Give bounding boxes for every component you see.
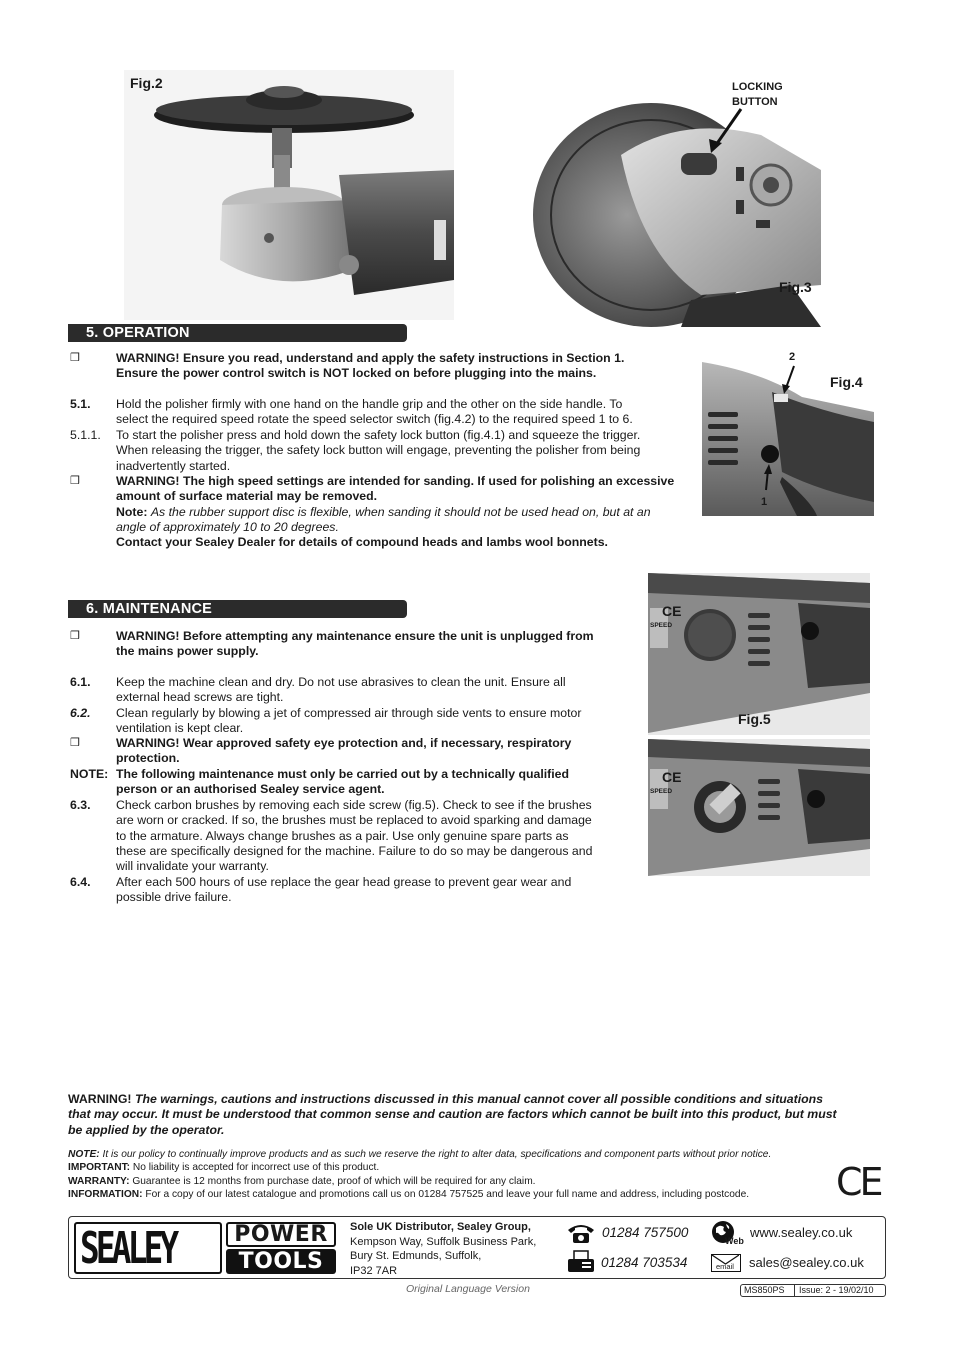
issue-number: Issue: 2 - 19/02/10 (799, 1285, 874, 1295)
email-address[interactable]: sales@sealey.co.uk (749, 1255, 864, 1270)
operation-warning-2: ❒ WARNING! The high speed settings are intended for sanding. If used for polishing an excessive amount of surface material may be removed. Note: As the rubber support disc is flexible, when sanding it should not be used head on, but at an angle of approximately 10 to 20 degrees. Contact your Sealey Dealer for details of compound heads and lambs wool bonnets. (70, 474, 675, 550)
phone-number: 01284 757500 (602, 1225, 689, 1240)
issue-box (740, 1284, 886, 1297)
envelope-icon (711, 1254, 741, 1272)
polisher-disc-illustration (124, 70, 454, 320)
operation-step-5-1-1: 5.1.1. To start the polisher press and hold down the safety lock button (fig.4.1) and squeeze the trigger. When releasing the trigger, the safety lock button will engage, preventing the polisher from being inadvertently started. (70, 428, 641, 473)
brush-removal-illustration (648, 739, 870, 876)
general-warning: WARNING! The warnings, cautions and instructions discussed in this manual cannot cover all possible conditions and situations that may occur. It must be understood that common sense and caution are factors which cannot be built into this product, but must be applied by the operator. (68, 1092, 837, 1137)
fig2-label: Fig.2 (130, 75, 163, 91)
operation-warning-1: ❒ WARNING! Ensure you read, understand and apply the safety instructions in Section 1. Ensure the power control switch is NOT locked on before plugging into the mains. (70, 351, 625, 381)
note-label: Note: (116, 504, 148, 519)
locking-button-label-1: LOCKING (732, 81, 783, 93)
ce-mark: CE (836, 1160, 881, 1204)
operation-heading: 5. OPERATION (68, 324, 407, 342)
general-warning-label: WARNING! (68, 1092, 132, 1106)
website[interactable]: www.sealey.co.uk (750, 1225, 853, 1240)
maintenance-warning-1: ❒ WARNING! Before attempting any maintenance ensure the unit is unplugged from the mains power supply. (70, 629, 594, 659)
fig4-marker-1: 1 (761, 496, 768, 508)
information-note: INFORMATION: For a copy of our latest catalogue and promotions call us on 01284 757525 and leave your full name and address, including postcode. (68, 1189, 750, 1200)
policy-note: NOTE: It is our policy to continually improve products and as such we reserve the right to alter data, specifications and component parts without prior notice. (68, 1149, 772, 1160)
sealey-logo-text: SEALEY (80, 1223, 176, 1274)
locking-button-label-2: BUTTON (732, 96, 778, 108)
important-note: IMPORTANT: No liability is accepted for incorrect use of this product. (68, 1162, 380, 1173)
warranty-note: WARRANTY: Guarantee is 12 months from purchase date, proof of which will be required for any claim. (68, 1176, 536, 1187)
fig2-photo (124, 70, 454, 320)
bullet-icon: ❒ (70, 352, 80, 364)
fig5-bottom-speed: SPEED (650, 788, 673, 795)
fax-icon (566, 1250, 596, 1274)
maintenance-step-6-2: 6.2. Clean regularly by blowing a jet of compressed air through side vents to ensure motor ventilation is kept clear. (70, 706, 582, 736)
fig5-bottom-ce: CE (662, 769, 682, 785)
distributor-address: Sole UK Distributor, Sealey Group, Kempson Way, Suffolk Business Park, Bury St. Edmunds, Suffolk, IP32 7AR (350, 1221, 537, 1277)
fig5-label: Fig.5 (738, 711, 771, 727)
maintenance-step-6-4: 6.4. After each 500 hours of use replace the gear head grease to prevent gear wear and possible drive failure. (70, 875, 572, 905)
fig5-top-ce: CE (662, 603, 682, 619)
maintenance-step-6-1: 6.1. Keep the machine clean and dry. Do not use abrasives to clean the unit. Ensure all external head screws are tight. (70, 675, 566, 705)
bullet-icon: ❒ (70, 475, 80, 487)
fig3-label: Fig.3 (779, 279, 812, 295)
original-language-version: Original Language Version (406, 1283, 530, 1295)
model-number: MS850PS (744, 1285, 785, 1295)
fig4-marker-2: 2 (789, 351, 796, 363)
fig5-top-speed: SPEED (650, 622, 673, 629)
fig4-label: Fig.4 (830, 374, 863, 390)
sealey-logo (74, 1222, 222, 1274)
bullet-icon: ❒ (70, 737, 80, 749)
bullet-icon: ❒ (70, 630, 80, 642)
phone-icon (566, 1222, 596, 1244)
power-tools-logo: POWER TOOLS (226, 1222, 336, 1274)
email-tag: email (716, 1262, 734, 1271)
operation-step-5-1: 5.1. Hold the polisher firmly with one hand on the handle grip and the other on the side handle. To select the required speed rotate the speed selector switch (fig.4.2) to the required speed 1 to 6. (70, 397, 633, 427)
fig5-photo-bottom (648, 739, 870, 876)
maintenance-warning-2: ❒ WARNING! Wear approved safety eye protection and, if necessary, respiratory protection. (70, 736, 572, 766)
maintenance-heading: 6. MAINTENANCE (68, 600, 407, 618)
maintenance-note: NOTE: The following maintenance must only be carried out by a technically qualified person or an authorised Sealey service agent. (70, 767, 570, 797)
fax-number: 01284 703534 (601, 1255, 688, 1270)
web-tag: Web (725, 1236, 744, 1246)
maintenance-step-6-3: 6.3. Check carbon brushes by removing each side screw (fig.5). Check to see if the brushes are worn or cracked. If so, the brushes must be replaced to avoid sparking and damage to the armature. Always change brushes as a pair. Use only genuine spare parts as these are specifically designed for the machine. Failure to do so may be dangerous and will invalidate your warranty. (70, 798, 593, 874)
